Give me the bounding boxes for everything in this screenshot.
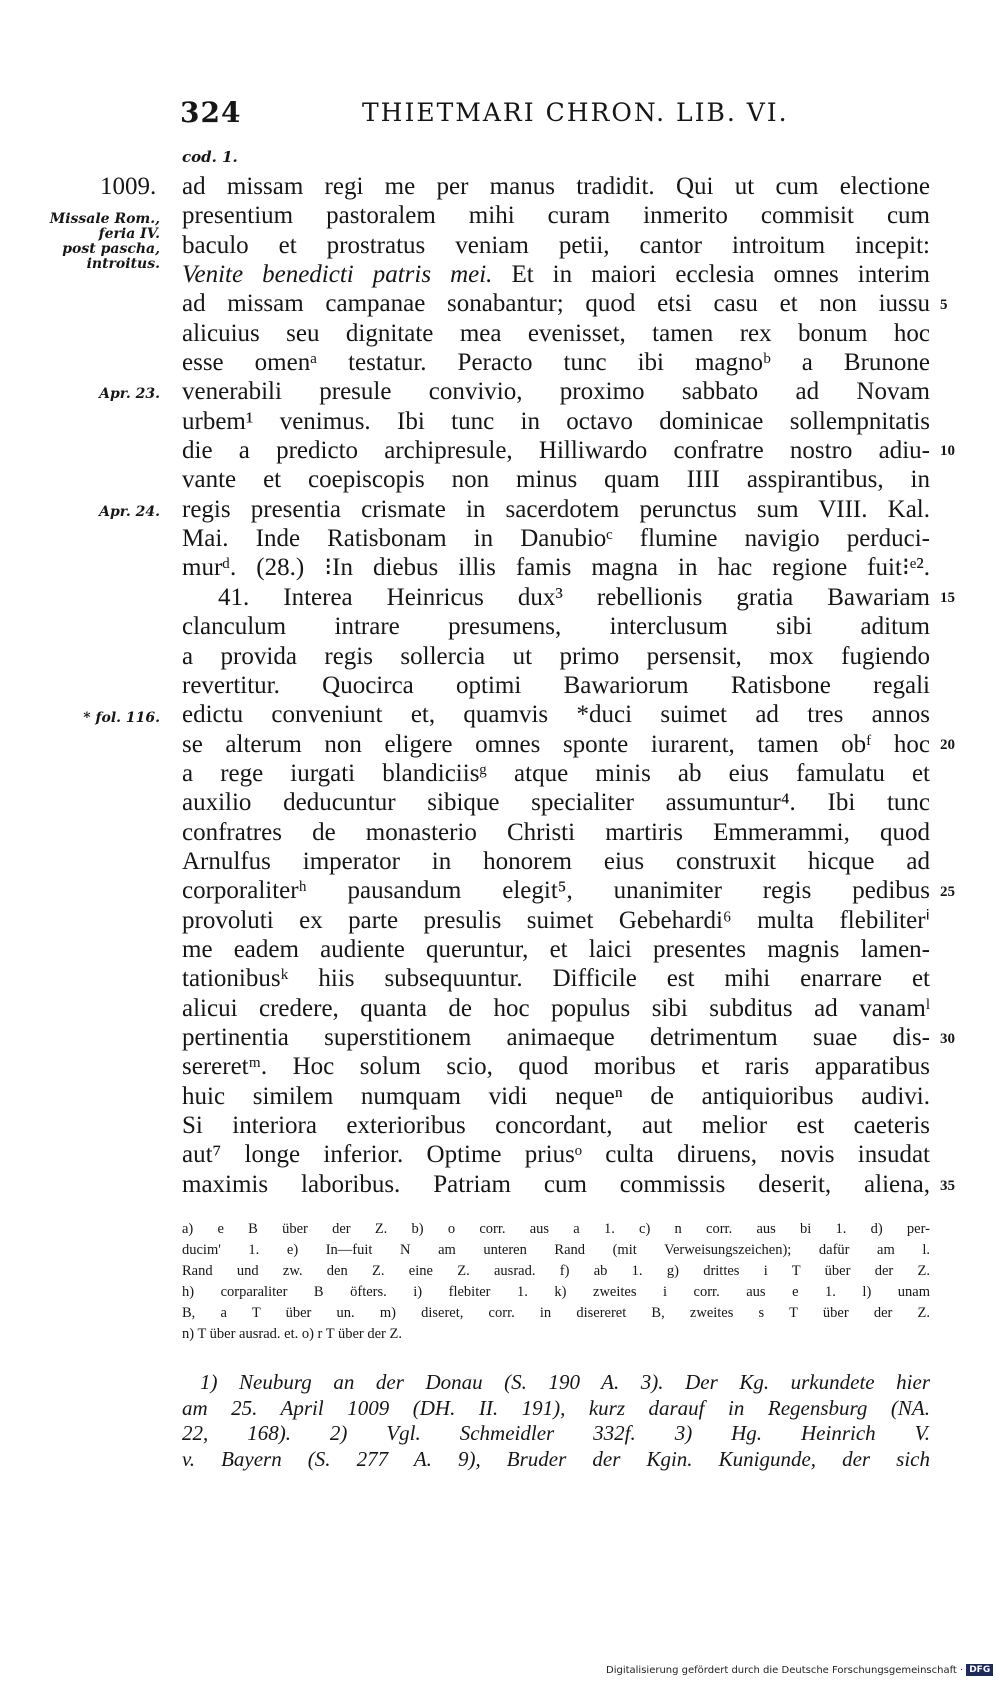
text-line: Mai. Inde Ratisbonam in Danubioᶜ flumine navigio perduci-: [182, 525, 930, 553]
text-line: confratres de monasterio Christi martiris Emmerammi, quod: [182, 818, 930, 846]
line-number: 20: [940, 737, 955, 753]
footnote-line: 1) Neuburg an der Donau (S. 190 A. 3). Der Kg. urkundete hier: [200, 1370, 930, 1394]
margin-note-row: Missale Rom.,: [49, 211, 160, 227]
apparatus-line: B, a T über un. m) diseret, corr. in disereret B, zweites s T über der Z.: [182, 1305, 930, 1321]
text-line: corporaliterʰ pausandum elegit⁵, unanimiter regis pedibus: [182, 877, 930, 905]
footnote-line: am 25. April 1009 (DH. II. 191), kurz darauf in Regensburg (NA.: [182, 1395, 930, 1420]
margin-year: 1009.: [100, 173, 157, 200]
page-header: [180, 96, 930, 136]
text-line: a provida regis sollercia ut primo persensit, mox fugiendo: [182, 642, 930, 670]
margin-note-row: post pascha,: [62, 241, 160, 257]
line-number: 15: [940, 590, 955, 606]
line-number: 35: [940, 1178, 955, 1194]
dfg-logo: DFG: [966, 1664, 993, 1676]
text-line: me eadem audiente queruntur, et laici presentes magnis lamen-: [182, 935, 930, 963]
apparatus-line: a) e B über der Z. b) o corr. aus a 1. c) n corr. aus bi 1. d) per-: [182, 1221, 930, 1237]
text-line: Venite benedicti patris mei. Et in maiori ecclesia omnes interim: [182, 261, 930, 289]
main-text: [182, 172, 930, 1199]
footnote-line: 22, 168). 2) Vgl. Schmeidler 332f. 3) Hg. Heinrich V.: [182, 1421, 930, 1445]
text-line: se alterum non eligere omnes sponte iurarent, tamen obᶠ hoc: [182, 730, 930, 758]
text-line: Arnulfus imperator in honorem eius construxit hicque ad: [182, 847, 930, 875]
margin-note-row: * fol. 116.: [83, 710, 160, 726]
text-line: clanculum intrare presumens, interclusum sibi aditum: [182, 613, 930, 641]
credit-text: Digitalisierung gefördert durch die Deutsche Forschungsgemeinschaft ·: [606, 1665, 964, 1676]
text-line: alicui credere, quanta de hoc populus sibi subditus ad vanamˡ: [182, 994, 930, 1022]
apparatus-line: ducim' 1. e) In—fuit N am unteren Rand (mit Verweisungszeichen); dafür am l.: [182, 1242, 930, 1258]
text-line: aut⁷ longe inferior. Optime priusᵒ culta diruens, novis insudat: [182, 1141, 930, 1169]
text-line: a rege iurgati blandiciisᵍ atque minis ab eius famulatu et: [182, 759, 930, 787]
margin-note-apr23: [99, 387, 160, 402]
line-number: 25: [940, 884, 955, 900]
page-number: 324: [180, 96, 242, 129]
margin-note-row: Apr. 24.: [99, 504, 160, 520]
line-number: 30: [940, 1031, 955, 1047]
text-line: baculo et prostratus veniam petii, cantor introitum incepit:: [182, 231, 930, 259]
margin-note-apr24: [99, 505, 160, 520]
apparatus-line: h) corparaliter B öfters. i) flebiter 1. k) zweites i corr. aus e 1. l) unam: [182, 1284, 930, 1300]
text-line: provoluti ex parte presulis suimet Gebehardi⁶ multa flebiliterⁱ: [182, 906, 930, 934]
margin-note-row: Apr. 23.: [99, 386, 160, 402]
line-number: 10: [940, 443, 955, 459]
text-line: maximis laboribus. Patriam cum commissis deserit, aliena,: [182, 1170, 930, 1198]
critical-apparatus: [182, 1219, 930, 1345]
text-line: ad missam campanae sonabantur; quod etsi casu et non iussu: [182, 290, 930, 318]
text-line: ad missam regi me per manus tradidit. Qui ut cum electione: [182, 173, 930, 200]
margin-note-folio: [83, 711, 160, 726]
text-line: huic similem numquam vidi nequeⁿ de antiquioribus audivi.: [182, 1082, 930, 1110]
margin-note-row: feria IV.: [98, 226, 160, 242]
margin-note-row: introitus.: [86, 256, 160, 272]
footnote-line: v. Bayern (S. 277 A. 9), Bruder der Kgin. Kunigunde, der sich: [182, 1446, 930, 1471]
text-line: alicuius seu dignitate mea evenisset, tamen rex bonum hoc: [182, 319, 930, 347]
text-line: auxilio deducuntur sibique specialiter assumuntur⁴. Ibi tunc: [182, 789, 930, 817]
apparatus-line: n) T über ausrad. et. o) r T über der Z.: [182, 1326, 402, 1342]
chapter-start-line: 41. Interea Heinricus dux³ rebellionis gratia Bawariam: [218, 583, 930, 611]
margin-note-missale: [50, 212, 160, 272]
text-line: vante et coepiscopis non minus quam IIII asspirantibus, in: [182, 466, 930, 494]
text-line: regis presentia crismate in sacerdotem perunctus sum VIII. Kal.: [182, 495, 930, 523]
text-line: sereretᵐ. Hoc solum scio, quod moribus et raris apparatibus: [182, 1053, 930, 1081]
text-line: die a predicto archipresule, Hilliwardo confratre nostro adiu-: [182, 437, 930, 465]
text-line: urbem¹ venimus. Ibi tunc in octavo dominicae sollempnitatis: [182, 407, 930, 435]
text-line: Si interiora exterioribus concordant, aut melior est caeteris: [182, 1112, 930, 1139]
text-line: edictu conveniunt et, quamvis *duci suimet ad tres annos: [182, 701, 930, 729]
text-line: pertinentia superstitionem animaeque detrimentum suae dis-: [182, 1023, 930, 1051]
text-line: revertitur. Quocirca optimi Bawariorum Ratisbone regali: [182, 671, 930, 699]
line-number: 5: [940, 297, 948, 313]
text-line: tationibusᵏ hiis subsequuntur. Difficile est mihi enarrare et: [182, 965, 930, 993]
text-line: venerabili presule convivio, proximo sabbato ad Novam: [182, 378, 930, 406]
footnotes: [182, 1370, 930, 1472]
text-line: murᵈ. (28.) ⁝In diebus illis famis magna in hac regione fuit⁝ᵉ².: [182, 554, 930, 582]
codex-note: cod. 1.: [182, 148, 238, 166]
text-line: presentium pastoralem mihi curam inmerito commisit cum: [182, 202, 930, 230]
apparatus-line: Rand und zw. den Z. eine Z. ausrad. f) ab 1. g) drittes i T über der Z.: [182, 1263, 930, 1279]
text-line: esse omenᵃ testatur. Peracto tunc ibi magnoᵇ a Brunone: [182, 349, 930, 377]
hymn-incipit: Venite benedicti patris mei.: [182, 261, 493, 289]
digitization-credit: [606, 1664, 993, 1676]
running-title: THIETMARI CHRON. LIB. VI.: [362, 98, 789, 127]
